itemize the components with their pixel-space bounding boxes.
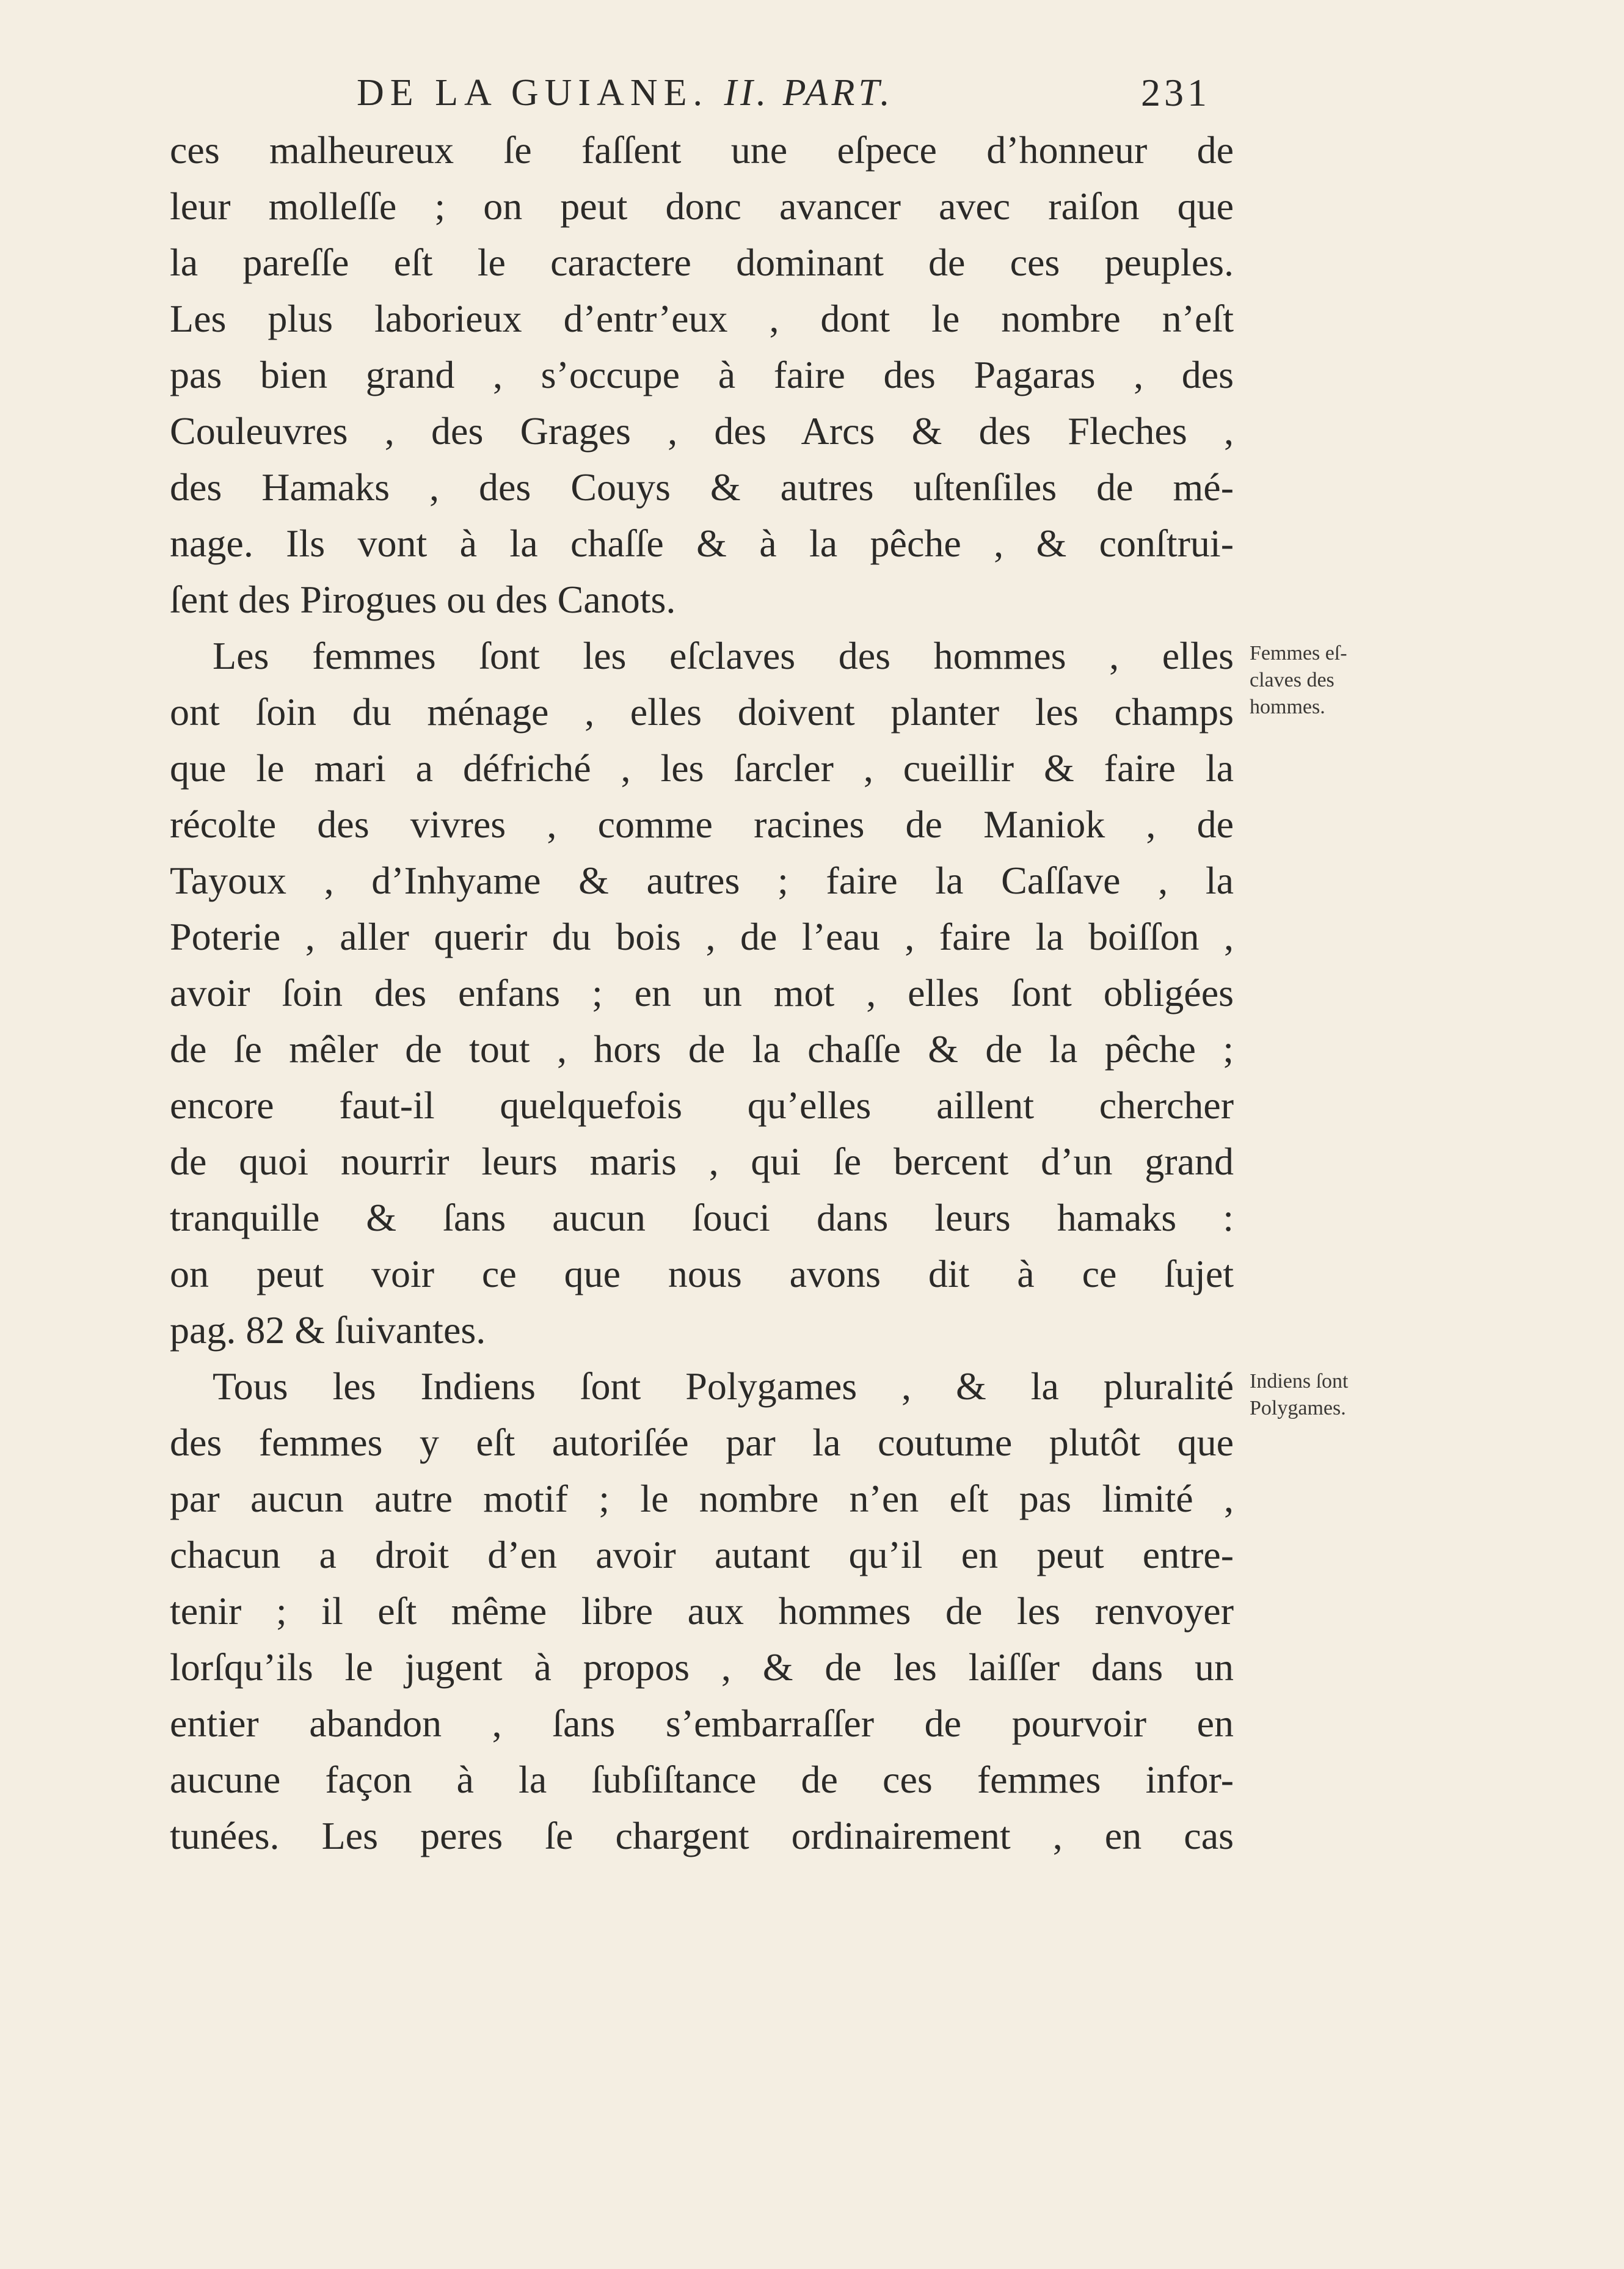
margin-note-line: claves des [1250, 669, 1335, 691]
text-line: aucune façon à la ſubſiſtance de ces femmes infor- [170, 1758, 1234, 1801]
text-line: tenir ; il eſt même libre aux hommes de les renvoyer [170, 1589, 1234, 1633]
running-head [357, 68, 1029, 117]
text-line: tranquille & ſans aucun ſouci dans leurs hamaks : [170, 1196, 1234, 1239]
text-line: on peut voir ce que nous avons dit à ce ſujet [170, 1252, 1234, 1295]
running-head-part: II. PART. [724, 72, 894, 114]
text-line: ſent des Pirogues ou des Canots. [170, 578, 676, 621]
text-line: Couleuvres , des Grages , des Arcs & des Fleches , [170, 409, 1234, 453]
margin-note-femmes-esclaves [1250, 640, 1433, 721]
margin-note-line: Polygames. [1250, 1397, 1346, 1419]
text-line: chacun a droit d’en avoir autant qu’il en peut entre- [170, 1533, 1234, 1576]
text-line: de ſe mêler de tout , hors de la chaſſe & de la pêche ; [170, 1027, 1234, 1071]
text-line: Poterie , aller querir du bois , de l’eau , faire la boiſſon , [170, 915, 1234, 958]
margin-note-indiens-polygames [1250, 1368, 1433, 1422]
text-line: leur molleſſe ; on peut donc avancer avec raiſon que [170, 184, 1234, 228]
body-text [170, 122, 1234, 1864]
text-line: récolte des vivres , comme racines de Maniok , de [170, 803, 1234, 846]
text-line: des femmes y eſt autoriſée par la coutume plutôt que [170, 1421, 1234, 1464]
text-line: nage. Ils vont à la chaſſe & à la pêche , & conſtrui- [170, 522, 1234, 565]
text-line: Tous les Indiens ſont Polygames , & la pluralité [213, 1364, 1234, 1408]
text-line: Tayoux , d’Inhyame & autres ; faire la Caſſave , la [170, 859, 1234, 902]
page-number: 231 [1141, 71, 1211, 114]
text-line: par aucun autre motif ; le nombre n’en eſt pas limité , [170, 1477, 1234, 1520]
text-line: des Hamaks , des Couys & autres uſtenſiles de mé- [170, 465, 1234, 509]
margin-note-line: Femmes eſ- [1250, 642, 1347, 665]
text-line: de quoi nourrir leurs maris , qui ſe bercent d’un grand [170, 1140, 1234, 1183]
text-line: avoir ſoin des enfans ; en un mot , elles ſont obligées [170, 971, 1234, 1014]
text-line: encore faut-il quelquefois qu’elles aillent chercher [170, 1084, 1234, 1127]
margin-note-line: hommes. [1250, 696, 1325, 718]
text-line: pas bien grand , s’occupe à faire des Pagaras , des [170, 353, 1234, 396]
text-line: lorſqu’ils le jugent à propos , & de les laiſſer dans un [170, 1645, 1234, 1689]
text-line: que le mari a défriché , les ſarcler , cueillir & faire la [170, 746, 1234, 790]
text-line: pag. 82 & ſuivantes. [170, 1308, 486, 1352]
text-line: tunées. Les peres ſe chargent ordinairement , en cas [170, 1814, 1234, 1857]
text-line: Les femmes ſont les eſclaves des hommes , elles [213, 634, 1234, 677]
text-line: entier abandon , ſans s’embarraſſer de pourvoir en [170, 1702, 1234, 1745]
text-line: Les plus laborieux d’entr’eux , dont le nombre n’eſt [170, 297, 1234, 340]
text-line: ont ſoin du ménage , elles doivent planter les champs [170, 690, 1234, 734]
margin-note-line: Indiens ſont [1250, 1370, 1349, 1393]
running-head-title: DE LA GUIANE. [357, 72, 708, 114]
text-line: ces malheureux ſe faſſent une eſpece d’honneur de [170, 128, 1234, 172]
text-line: la pareſſe eſt le caractere dominant de ces peuples. [170, 241, 1234, 284]
